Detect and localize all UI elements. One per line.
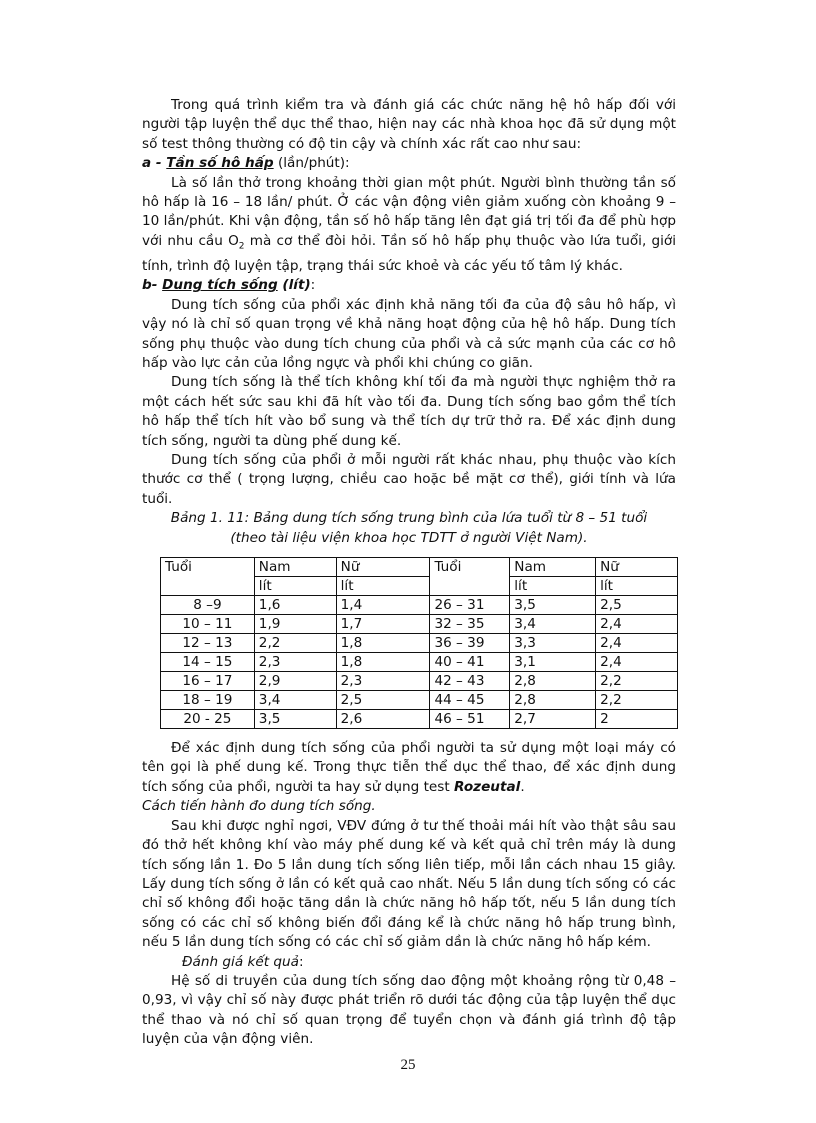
table-cell: 1,9 bbox=[254, 615, 336, 634]
table-header-row bbox=[161, 558, 678, 577]
after-table-period: . bbox=[520, 778, 525, 795]
table-caption-line-2: (theo tài liệu viện khoa học TDTT ở người Việt Nam). bbox=[230, 529, 588, 546]
table-header-cell: Tuổi bbox=[430, 558, 510, 596]
section-b-prefix: b- bbox=[142, 277, 163, 294]
table-cell: 3,4 bbox=[254, 691, 336, 710]
table-cell: 2,3 bbox=[254, 653, 336, 672]
page-content bbox=[142, 96, 676, 1050]
evaluation-title: Đánh giá kết quả bbox=[182, 953, 299, 970]
section-a-title: Tần số hô hấp bbox=[166, 155, 274, 172]
table-header-cell: Nữ bbox=[336, 558, 430, 577]
table-cell: 2,2 bbox=[254, 634, 336, 653]
method-paragraph: Sau khi được nghỉ ngơi, VĐV đứng ở tư thế thoải mái hít vào thật sâu sau đó thở hết không khí vào máy phế dung kế và kết quả chỉ trên máy là dung tích sống lần 1. Đo 5 lần dung tích sống liên tiếp, mỗi lần cách nhau 15 giây. Lấy dung tích sống ở lần có kết quả cao nhất. Nếu 5 lần dung tích sống có các chỉ số không đổi hoặc tăng dần là chức năng hô hấp tốt, nếu 5 lần dung tích sống có các chỉ số không biến đổi đáng kể là chức năng hô hấp trung bình, nếu 5 lần dung tích sống có các chỉ số giảm dần là chức năng hô hấp kém. bbox=[142, 817, 676, 951]
table-cell: 2,7 bbox=[510, 710, 596, 729]
table-cell: 3,4 bbox=[510, 615, 596, 634]
table-cell: 2,8 bbox=[510, 672, 596, 691]
table-cell: 12 – 13 bbox=[161, 634, 255, 653]
table-data-row bbox=[161, 653, 678, 672]
section-b-unit: (lít) bbox=[277, 277, 311, 294]
table-data-row bbox=[161, 710, 678, 729]
table-caption-line-1: Bảng 1. 11: Bảng dung tích sống trung bình của lứa tuổi từ 8 – 51 tuổi bbox=[170, 510, 648, 527]
table-data-row bbox=[161, 672, 678, 691]
table-cell: 44 – 45 bbox=[430, 691, 510, 710]
table-cell: 42 – 43 bbox=[430, 672, 510, 691]
table-cell: 16 – 17 bbox=[161, 672, 255, 691]
table-cell: 2,5 bbox=[596, 596, 678, 615]
table-cell: 2,5 bbox=[336, 691, 430, 710]
table-cell: 2,8 bbox=[510, 691, 596, 710]
table-cell: 14 – 15 bbox=[161, 653, 255, 672]
table-header-cell: Tuổi bbox=[161, 558, 255, 596]
table-cell: 1,4 bbox=[336, 596, 430, 615]
table-cell: 10 – 11 bbox=[161, 615, 255, 634]
table-unit-cell: lít bbox=[336, 577, 430, 596]
section-a-text-1: Là số lần thở trong khoảng thời gian một phút. Người bình thường tần số hô hấp là 16 – 18 lần/ phút. Ở các vận động viên giảm xuống còn khoảng 9 – 10 lần/phút. Khi vận động, tần số hô hấp tăng lên đạt giá trị tối đa để phù hợp với nhu cầu O bbox=[142, 174, 676, 249]
section-b-heading bbox=[142, 276, 676, 295]
table-cell: 26 – 31 bbox=[430, 596, 510, 615]
intro-paragraph: Trong quá trình kiểm tra và đánh giá các chức năng hệ hô hấp đối với người tập luyện thể dục thể thao, hiện nay các nhà khoa học đã sử dụng một số test thông thường có độ tin cậy và chính xác rất cao như sau: bbox=[142, 97, 676, 152]
table-cell: 3,5 bbox=[254, 710, 336, 729]
table-cell: 2,9 bbox=[254, 672, 336, 691]
after-table-paragraph bbox=[142, 739, 676, 797]
evaluation-heading bbox=[142, 953, 676, 972]
table-cell: 2,3 bbox=[336, 672, 430, 691]
o2-subscript: 2 bbox=[238, 241, 245, 252]
table-data-row bbox=[161, 615, 678, 634]
section-b-paragraph-2: Dung tích sống là thể tích không khí tối đa mà người thực nghiệm thở ra một cách hết sức sau khi đã hít vào tối đa. Dung tích sống bao gồm thể tích hô hấp thể tích hít vào bổ sung và thể tích dự trữ thở ra. Để xác định dung tích sống, người ta dùng phế dung kế. bbox=[142, 374, 676, 449]
section-b-paragraph-1: Dung tích sống của phổi xác định khả năng tối đa của độ sâu hô hấp, vì vậy nó là chỉ số quan trọng về khả năng hoạt động của hệ hô hấp. Dung tích sống phụ thuộc vào dung tích chung của phổi và cả sức mạnh của các cơ hô hấp vào lực cản của lồng ngực và phổi khi chúng co giãn. bbox=[142, 296, 676, 371]
table-cell: 1,7 bbox=[336, 615, 430, 634]
section-b-title: Dung tích sống bbox=[162, 277, 278, 294]
table-data-row bbox=[161, 596, 678, 615]
table-cell: 3,5 bbox=[510, 596, 596, 615]
vital-capacity-table bbox=[160, 557, 678, 729]
table-cell: 40 – 41 bbox=[430, 653, 510, 672]
evaluation-paragraph: Hệ số di truyền của dung tích sống dao động một khoảng rộng từ 0,48 – 0,93, vì vậy chỉ số này được phát triển rõ dưới tác động của tập luyện thể dục thể thao và nó chỉ số quan trọng để tuyển chọn và đánh giá trình độ tập luyện của vận động viên. bbox=[142, 972, 676, 1048]
table-header-cell: Nữ bbox=[596, 558, 678, 577]
table-cell: 3,1 bbox=[510, 653, 596, 672]
table-cell: 36 – 39 bbox=[430, 634, 510, 653]
page-number: 25 bbox=[400, 1057, 416, 1073]
table-cell: 8 –9 bbox=[161, 596, 255, 615]
rozeutal-test-name: Rozeutal bbox=[454, 778, 521, 795]
section-a-prefix: a - bbox=[142, 155, 167, 172]
table-cell: 2,4 bbox=[596, 615, 678, 634]
section-b-colon: : bbox=[310, 277, 316, 294]
table-caption bbox=[142, 509, 676, 548]
table-cell: 2,2 bbox=[596, 691, 678, 710]
table-cell: 2,6 bbox=[336, 710, 430, 729]
table-cell: 2,2 bbox=[596, 672, 678, 691]
section-a-unit: (lần/phút): bbox=[273, 155, 350, 172]
table-cell: 46 – 51 bbox=[430, 710, 510, 729]
table-data-row bbox=[161, 634, 678, 653]
table-unit-cell: lít bbox=[596, 577, 678, 596]
method-heading: Cách tiến hành đo dung tích sống. bbox=[142, 798, 376, 815]
table-cell: 32 – 35 bbox=[430, 615, 510, 634]
table-cell: 20 - 25 bbox=[161, 710, 255, 729]
table-cell: 2 bbox=[596, 710, 678, 729]
table-header-cell: Nam bbox=[510, 558, 596, 577]
section-b-paragraph-3: Dung tích sống của phổi ở mỗi người rất khác nhau, phụ thuộc vào kích thước cơ thể ( trọng lượng, chiều cao hoặc bề mặt cơ thể), giới tính và lứa tuổi. bbox=[142, 452, 676, 507]
table-data-row bbox=[161, 691, 678, 710]
section-a-paragraph bbox=[142, 174, 676, 277]
table-cell: 1,6 bbox=[254, 596, 336, 615]
table-cell: 2,4 bbox=[596, 634, 678, 653]
section-a-heading bbox=[142, 154, 676, 173]
table-unit-cell: lít bbox=[510, 577, 596, 596]
table-header-cell: Nam bbox=[254, 558, 336, 577]
table-cell: 1,8 bbox=[336, 634, 430, 653]
table-cell: 3,3 bbox=[510, 634, 596, 653]
table-cell: 2,4 bbox=[596, 653, 678, 672]
table-unit-cell: lít bbox=[254, 577, 336, 596]
table-cell: 1,8 bbox=[336, 653, 430, 672]
after-table-text: Để xác định dung tích sống của phổi người ta sử dụng một loại máy có tên gọi là phế dung kế. Trong thực tiễn thể dục thể thao, để xác định dung tích sống của phổi, người ta hay sử dụng test bbox=[142, 740, 676, 795]
table-cell: 18 – 19 bbox=[161, 691, 255, 710]
section-a-text-2: mà cơ thể đòi hỏi. Tần số hô hấp phụ thuộc vào lứa tuổi, giới tính, trình độ luyện tập, trạng thái sức khoẻ và các yếu tố tâm lý khác. bbox=[142, 232, 676, 274]
evaluation-colon: : bbox=[298, 953, 304, 970]
